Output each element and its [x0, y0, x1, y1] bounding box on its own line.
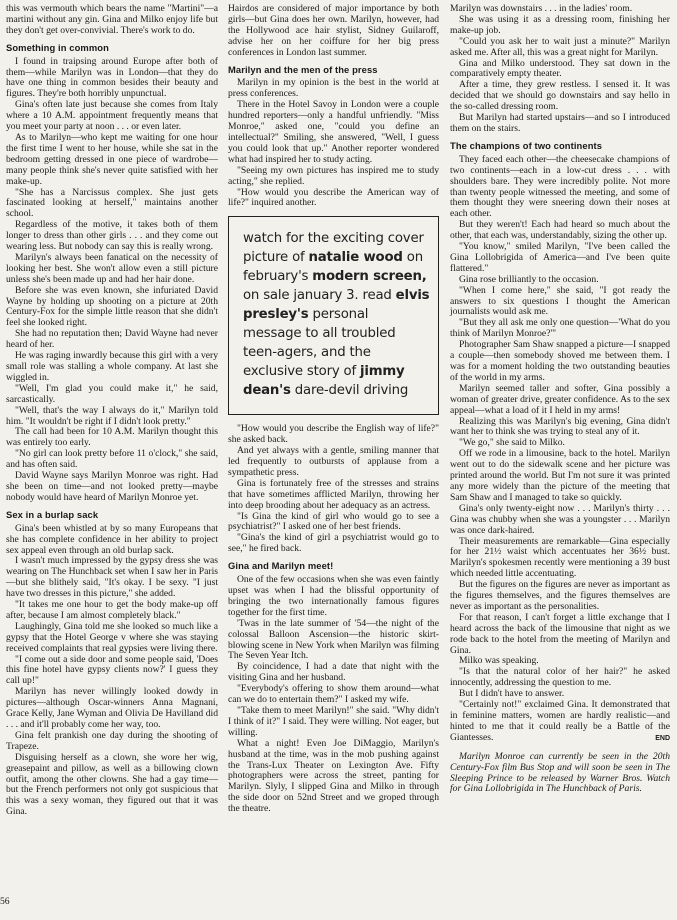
- promo-text: on february's: [243, 250, 423, 285]
- section-heading: Something in common: [6, 41, 109, 53]
- paragraph: I wasn't much impressed by the gypsy dress she was wearing on The Hunchback set when I saw her in Paris—but she blithely said, "It's okay. I be sexy. "I just have two dresses in this picture," she added.: [6, 555, 218, 600]
- paragraph: "Is that the natural color of her hair?" he asked innocently, addressing the question to me.: [450, 666, 670, 689]
- paragraph: Off we rode in a limousine, back to the hotel. Marilyn went out to do the sidewalk scene and her picture was printed around the world. But I'm not sure it was printed any more widely than the picture of the meeting that Sam Shaw and I managed to take so quickly.: [450, 448, 670, 503]
- paragraph: [450, 700, 670, 744]
- paragraph: Milko was speaking.: [459, 655, 539, 667]
- promo-box-container: [228, 216, 439, 415]
- paragraph: "I come out a side door and some people said, 'Does this fine hotel have gypsy clients now?' I guess they call up!": [6, 653, 218, 687]
- paragraph: "Well, I'm glad you could make it," he said, sarcastically.: [6, 382, 218, 405]
- section-heading: The champions of two continents: [450, 139, 603, 151]
- paragraph: Marilyn in my opinion is the best in the world at press conferences.: [228, 77, 439, 100]
- article-column-3: [450, 4, 670, 795]
- paragraph: The call had been for 10 A.M. Marilyn thought this was entirely too early.: [6, 426, 218, 449]
- paragraph: One of the few occasions when she was even faintly upset was when I had the blissful opportunity of bringing the two internationally famous figures together for the first time.: [228, 574, 439, 618]
- paragraph: Photographer Sam Shaw snapped a picture—I snapped a couple—then somebody shoved me between them. I was for a moment holding the two outstanding beauties of the world in my arms.: [450, 339, 671, 383]
- paragraph: Before she was even known, she infuriated David Wayne by holding up shooting on a picture at 20th Century-Fox for the simple little reason that she didn't feel she looked right.: [6, 284, 218, 329]
- paragraph: And yet always with a gentle, smiling manner that led frequently to outbursts of applause from a sympathetic press.: [228, 445, 439, 478]
- paragraph: Gina's only twenty-eight now . . . Marilyn's thirty . . . Gina was chubby when she was a youngster . . . Marilyn was once dark-haired.: [450, 502, 670, 536]
- section-heading: Marilyn and the men of the press: [228, 63, 378, 75]
- promo-highlight: jimmy dean's: [243, 364, 405, 399]
- paragraph: By coincidence, I had a date that night with the visiting Gina and her husband.: [228, 661, 439, 684]
- promo-text: personal message to all troubled teen-agers, and the exclusive story of: [243, 307, 396, 380]
- page-number: 56: [0, 896, 10, 907]
- paragraph: Hairdos are considered of major importance by both girls—but Gina does her own. Marilyn, however, had the Hollywood ace hair stylist, Sidney Guilaroff, advise her on her coiffure for her big press conferences in London last summer.: [228, 3, 439, 58]
- paragraph: Laughingly, Gina told me she looked so much like a gypsy that the Hotel George v where she was staying received complaints that real gypsies were living there.: [6, 620, 218, 654]
- film-credit-note: [450, 752, 670, 796]
- paragraph: "How would you describe the American way of life?" inquired another.: [228, 186, 439, 209]
- paragraph: "How would you describe the English way of life?" she asked back.: [228, 423, 439, 446]
- promo-box: [228, 216, 439, 415]
- paragraph: He was raging inwardly because this girl with a very small role was stalling a whole company. At last she wiggled in.: [6, 350, 218, 383]
- paragraph: She was using it as a dressing room, finishing her make-up job.: [450, 13, 670, 36]
- paragraph: 'Twas in the late summer of '54—the night of the colossal Balloon Ascension—the historic skirt-blowing scene in New York when Marilyn was filming The Seven Year Itch.: [228, 617, 439, 662]
- paragraph: Disguising herself as a clown, she wore her wig, greasepaint and pillow, as well as a billowing clown outfit, among the other clowns. She had a gay time—but the French performers not only got suspicious that this was a sexy woman, they figured out that it was Gina.: [6, 751, 218, 818]
- article-column-1: [6, 4, 218, 818]
- paragraph: Gina rose brilliantly to the occasion.: [459, 273, 599, 285]
- paragraph: "Everybody's offering to show them around—what can we do to entertain them?" I asked my wife.: [228, 683, 439, 706]
- paragraph: "Seeing my own pictures has inspired me to study acting," she replied.: [228, 164, 439, 187]
- paragraph: Marilyn has never willingly looked dowdy in pictures—although Oscar-winners Anna Magnani, Grace Kelly, Jane Wyman and Olivia De Havilland did . . . and it'll probably come her way, too.: [6, 686, 218, 730]
- article-column-2: [228, 4, 439, 815]
- paragraph: Gina felt prankish one day during the shooting of Trapeze.: [6, 729, 218, 752]
- paragraph: "Could you ask her to wait just a minute?" Marilyn asked me. After all, this was a great night for Marilyn.: [450, 35, 670, 58]
- promo-highlight: natalie wood: [308, 250, 403, 266]
- end-mark: END: [655, 734, 670, 742]
- paragraph: "It takes me one hour to get the body make-up off after, because I am almost completely black.": [6, 599, 218, 621]
- paragraph: But Marilyn had started upstairs—and so I introduced them on the stairs.: [450, 112, 670, 134]
- paragraph: "Take them to meet Marilyn!" she said. "Why didn't I think of it?" I said. They were willing. Not eager, but willing.: [228, 704, 439, 738]
- section-heading: Sex in a burlap sack: [6, 508, 99, 520]
- promo-highlight: modern screen,: [312, 269, 427, 285]
- promo-text: watch for the exciting cover picture of: [243, 231, 424, 266]
- paragraph: "When I come here," she said, "I got ready the answers to six questions I thought the American journalists would ask me.: [450, 284, 670, 318]
- paragraph: David Wayne says Marilyn Monroe was right. Had she been on time—and not looked pretty—maybe nobody would have heard of Marilyn Monroe yet.: [6, 470, 218, 503]
- paragraph: "Is Gina the kind of girl who would go to see a psychiatrist?" I asked one of her best friends.: [228, 510, 439, 533]
- paragraph: Marilyn's always been fanatical on the necessity of looking her best. She won't allow even a still picture unless she's been made up and had her hair done.: [6, 251, 218, 285]
- paragraph: I found in traipsing around Europe after both of them—while Marilyn was in London—that they do have one thing in common besides their beauty and figures. They're both horribly unpunctual.: [6, 55, 218, 100]
- paragraph: "You know," smiled Marilyn, "I've been called the Gina Lollobrigida of America—and I've been quite flattered.": [450, 241, 670, 274]
- paragraph: "We go," she said to Milko.: [459, 437, 565, 449]
- paragraph: As to Marilyn—who kept me waiting for one hour the first time I went to her house, while she sat in the bedroom getting dressed in one piece of wardrobe—many people think she's never quite satisfied with her make-up.: [6, 131, 218, 187]
- paragraph: Gina's often late just because she comes from Italy where a 10 A.M. appointment frequently means that you meet your party at noon . . . or even later.: [6, 99, 218, 133]
- paragraph: Realizing this was Marilyn's big evening, Gina didn't want her to think she was trying to steal any of it.: [450, 415, 670, 438]
- paragraph: But I didn't have to answer.: [459, 688, 565, 700]
- paragraph: What a night! Even Joe DiMaggio, Marilyn's husband at the time, was in the mob pushing against the Trans-Lux Theater on Lexington Ave. Fifty photographers were across the street, panting for Marilyn. Slyly, I slipped Gina and Milko in through the side door on 52nd Street and we groped through the theatre.: [228, 737, 439, 815]
- paragraph: this was vermouth which bears the name "Martini"—a martini without any gin. Gina and Milko enjoy life but they don't get over-convivial. There's work to do.: [6, 3, 218, 36]
- credit-text: Marilyn Monroe can currently be seen in the 20th Century-Fox film Bus Stop and will soon be seen in The Sleeping Prince to be released by Warner Bros. Watch for Gina Lollobrigida in The Hunchback of Paris.: [450, 750, 670, 795]
- paragraph: Their measurements are remarkable—Gina especially for her 21½ waist which accentuates her 36½ bust. Marilyn's spokesmen recently were mentioning a 39 bust which needed little accentuating.: [450, 535, 670, 580]
- paragraph: "She has a Narcissus complex. She just gets fascinated looking at herself," maintains another school.: [6, 186, 218, 220]
- paragraph: Gina and Milko understood. They sat down in the comparatively empty theater.: [450, 57, 670, 80]
- section-heading: Gina and Marilyn meet!: [228, 560, 334, 572]
- promo-text: dare-devil driving: [290, 383, 409, 399]
- paragraph: She had no reputation then; David Wayne had never heard of her.: [6, 328, 218, 351]
- paragraph: They faced each other—the cheesecake champions of two continents—each in a low-cut dress . . . with shoulders bare. They were incredibly polite. Not more than twenty people witnessed the meeting, and some of them thought they were sneering down their noses at each other.: [450, 153, 670, 220]
- paragraph: Gina is fortunately free of the stresses and strains that have sometimes afflicted Marilyn, throwing her into deep brooding about her adequacy as an actress.: [228, 477, 439, 511]
- promo-text: on sale january 3. read: [243, 288, 396, 304]
- paragraph-text: "Certainly not!" exclaimed Gina. It demonstrated that in feminine matters, women are hardly realistic—and hinted to me that it could really be a Battle of the Giantesses.: [450, 699, 670, 743]
- paragraph: For that reason, I can't forget a little exchange that I heard across the back of the limousine that night as we rode back to the hotel from the meeting of Marilyn and Gina.: [450, 611, 670, 656]
- paragraph: But they weren't! Each had heard so much about the other, that each was, understandably, sizing the other up.: [450, 219, 670, 242]
- promo-highlight: elvis presley's: [243, 288, 430, 323]
- paragraph: "Well, that's the way I always do it," Marilyn told him. "It wouldn't be right if I didn't look pretty.": [6, 404, 218, 427]
- paragraph: "But they all ask me only one question—'What do you think of Marilyn Monroe?'": [450, 317, 670, 340]
- paragraph: "Gina's the kind of girl a psychiatrist would go to see," he fired back.: [228, 532, 439, 555]
- paragraph: Gina's been whistled at by so many Europeans that she has complete confidence in her ability to project sex appeal even through an old burlap sack.: [6, 522, 218, 556]
- paragraph: Marilyn was downstairs . . . in the ladies' room.: [450, 3, 633, 14]
- paragraph: There in the Hotel Savoy in London were a couple hundred reporters—only a handful unfriendly. "Miss Monroe," asked one, "could you define an intellectual?" Smiling, she answered, "Well, I guess you could look that up." Another reporter wondered what had inspired her to study acting.: [228, 99, 439, 165]
- paragraph: After a time, they grew restless. I sensed it. It was decided that we should go downstairs and say hello in the so-called dressing room.: [450, 79, 670, 113]
- paragraph: "No girl can look pretty before 11 o'clock," she said, and has often said.: [6, 448, 218, 471]
- paragraph: Regardless of the motive, it takes both of them longer to dress than other girls . . . and they come out wearing less. But nobody can say this is really wrong.: [6, 219, 218, 253]
- paragraph: Marilyn seemed taller and softer, Gina possibly a woman of greater drive, greater confidence. As to the sex appeal—what a load of it I held in my arms!: [450, 382, 670, 416]
- paragraph: But the figures on the figures are never as important as the figures themselves, and the figures themselves are never as important as the personalities.: [450, 579, 670, 612]
